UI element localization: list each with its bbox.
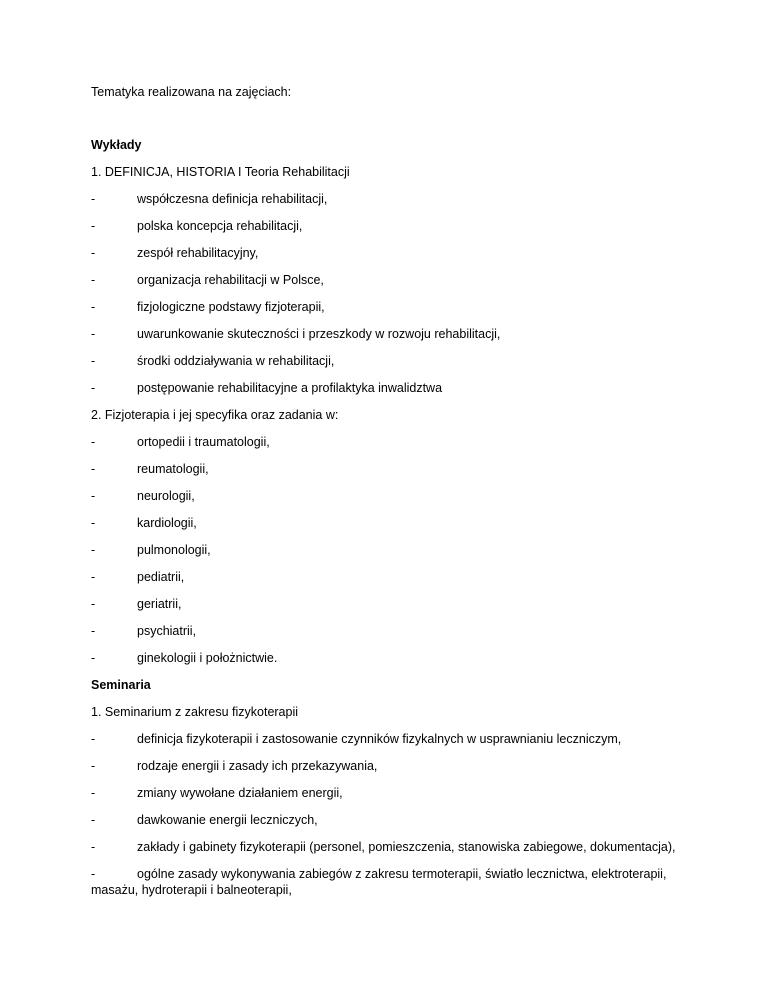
list-item	[91, 515, 688, 531]
list-item-text: uwarunkowanie skuteczności i przeszkody w rozwoju rehabilitacji,	[137, 327, 501, 341]
heading-seminaria: Seminaria	[91, 678, 151, 692]
list-item	[91, 326, 688, 342]
dash: -	[91, 732, 96, 746]
dash: -	[91, 300, 96, 314]
list-item	[91, 488, 688, 504]
list-item-text: zespół rehabilitacyjny,	[137, 246, 259, 260]
list-item	[91, 569, 688, 585]
dash: -	[91, 597, 96, 611]
dash: -	[91, 273, 96, 287]
dash: -	[91, 624, 96, 638]
list-item-text: definicja fizykoterapii i zastosowanie czynników fizykalnych w usprawnianiu leczniczym,	[137, 732, 622, 746]
list-item	[91, 245, 688, 261]
seminaria-section-1-title: 1. Seminarium z zakresu fizykoterapii	[91, 705, 299, 719]
list-item-text: organizacja rehabilitacji w Polsce,	[137, 273, 324, 287]
list-item	[91, 353, 688, 369]
list-item-text: pulmonologii,	[137, 543, 211, 557]
list-item	[91, 434, 688, 450]
list-item-text: fizjologiczne podstawy fizjoterapii,	[137, 300, 325, 314]
list-item	[91, 839, 688, 855]
list-item-text: zmiany wywołane działaniem energii,	[137, 786, 343, 800]
dash: -	[91, 543, 96, 557]
dash: -	[91, 327, 96, 341]
dash: -	[91, 246, 96, 260]
list-item-text: psychiatrii,	[137, 624, 197, 638]
list-item	[91, 461, 688, 477]
list-item-text: rodzaje energii i zasady ich przekazywania,	[137, 759, 378, 773]
list-item	[91, 299, 688, 315]
list-item	[91, 758, 688, 774]
list-item	[91, 272, 688, 288]
dash: -	[91, 354, 96, 368]
list-item	[91, 542, 688, 558]
dash: -	[91, 651, 96, 665]
list-item	[91, 866, 688, 898]
dash: -	[91, 813, 96, 827]
list-item-text: postępowanie rehabilitacyjne a profilaktyka inwalidztwa	[137, 381, 443, 395]
dash: -	[91, 759, 96, 773]
list-item	[91, 218, 688, 234]
dash: -	[91, 786, 96, 800]
list-item-text: zakłady i gabinety fizykoterapii (personel, pomieszczenia, stanowiska zabiegowe, dokumentacja),	[137, 840, 676, 854]
dash: -	[91, 489, 96, 503]
list-item	[91, 191, 688, 207]
list-item-text: pediatrii,	[137, 570, 185, 584]
list-item-text: dawkowanie energii leczniczych,	[137, 813, 318, 827]
list-item	[91, 785, 688, 801]
list-item-text: współczesna definicja rehabilitacji,	[137, 192, 328, 206]
dash: -	[91, 435, 96, 449]
dash: -	[91, 840, 96, 854]
dash: -	[91, 570, 96, 584]
list-item-text: kardiologii,	[137, 516, 197, 530]
wyklady-section-2-title: 2. Fizjoterapia i jej specyfika oraz zadania w:	[91, 408, 339, 422]
list-item-text: neurologii,	[137, 489, 195, 503]
list-item	[91, 731, 688, 747]
intro-text: Tematyka realizowana na zajęciach:	[91, 85, 292, 99]
dash: -	[91, 516, 96, 530]
list-item-text: ortopedii i traumatologii,	[137, 435, 270, 449]
list-item	[91, 623, 688, 639]
list-item-text: geriatrii,	[137, 597, 182, 611]
dash: -	[91, 192, 96, 206]
list-item-text: ogólne zasady wykonywania zabiegów z zakresu termoterapii, światło lecznictwa, elektroterapii, masażu, hydroterapii i balneoterapii,	[91, 867, 667, 897]
list-item	[91, 650, 688, 666]
list-item-text: ginekologii i położnictwie.	[137, 651, 278, 665]
dash: -	[91, 867, 96, 881]
list-item	[91, 380, 688, 396]
list-item-text: środki oddziaływania w rehabilitacji,	[137, 354, 335, 368]
list-item	[91, 596, 688, 612]
heading-wyklady: Wykłady	[91, 138, 142, 152]
list-item-text: reumatologii,	[137, 462, 209, 476]
dash: -	[91, 219, 96, 233]
wyklady-section-1-title: 1. DEFINICJA, HISTORIA I Teoria Rehabilitacji	[91, 165, 350, 179]
dash: -	[91, 462, 96, 476]
list-item-text: polska koncepcja rehabilitacji,	[137, 219, 303, 233]
dash: -	[91, 381, 96, 395]
list-item	[91, 812, 688, 828]
